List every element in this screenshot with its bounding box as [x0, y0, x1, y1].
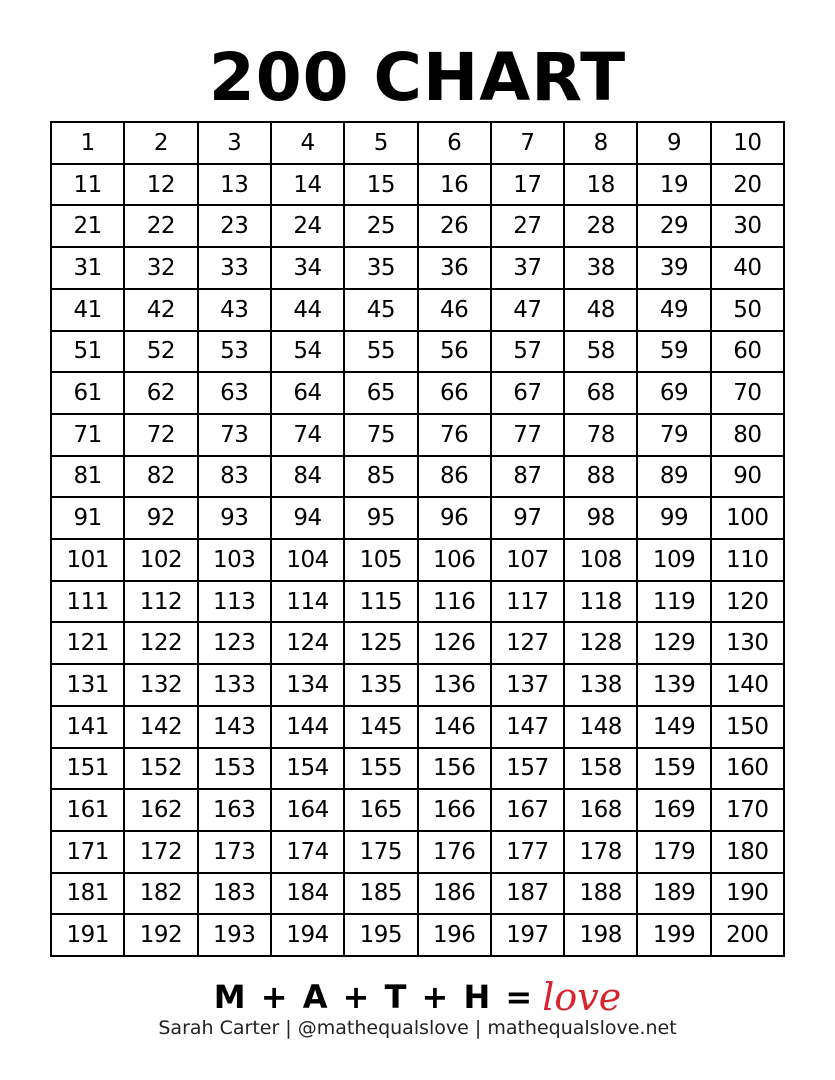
grid-cell-11: 11 — [52, 165, 125, 207]
grid-cell-67: 67 — [492, 373, 565, 415]
grid-cell-164: 164 — [272, 790, 345, 832]
grid-cell-97: 97 — [492, 498, 565, 540]
grid-cell-172: 172 — [125, 832, 198, 874]
grid-cell-40: 40 — [712, 248, 785, 290]
grid-cell-32: 32 — [125, 248, 198, 290]
grid-cell-115: 115 — [345, 582, 418, 624]
grid-cell-168: 168 — [565, 790, 638, 832]
grid-cell-162: 162 — [125, 790, 198, 832]
grid-cell-171: 171 — [52, 832, 125, 874]
grid-cell-192: 192 — [125, 915, 198, 957]
grid-cell-85: 85 — [345, 457, 418, 499]
grid-cell-42: 42 — [125, 290, 198, 332]
grid-cell-153: 153 — [199, 749, 272, 791]
grid-cell-44: 44 — [272, 290, 345, 332]
grid-cell-30: 30 — [712, 206, 785, 248]
grid-cell-38: 38 — [565, 248, 638, 290]
grid-cell-120: 120 — [712, 582, 785, 624]
grid-cell-114: 114 — [272, 582, 345, 624]
grid-cell-138: 138 — [565, 665, 638, 707]
grid-cell-122: 122 — [125, 623, 198, 665]
page-title: 200 CHART — [208, 39, 627, 116]
grid-cell-131: 131 — [52, 665, 125, 707]
grid-cell-176: 176 — [419, 832, 492, 874]
grid-cell-90: 90 — [712, 457, 785, 499]
grid-cell-52: 52 — [125, 332, 198, 374]
grid-cell-81: 81 — [52, 457, 125, 499]
grid-cell-15: 15 — [345, 165, 418, 207]
grid-cell-57: 57 — [492, 332, 565, 374]
grid-cell-123: 123 — [199, 623, 272, 665]
grid-cell-130: 130 — [712, 623, 785, 665]
grid-cell-126: 126 — [419, 623, 492, 665]
grid-cell-139: 139 — [638, 665, 711, 707]
grid-cell-47: 47 — [492, 290, 565, 332]
grid-cell-174: 174 — [272, 832, 345, 874]
grid-cell-137: 137 — [492, 665, 565, 707]
grid-cell-29: 29 — [638, 206, 711, 248]
grid-cell-186: 186 — [419, 874, 492, 916]
grid-cell-170: 170 — [712, 790, 785, 832]
grid-cell-128: 128 — [565, 623, 638, 665]
grid-cell-182: 182 — [125, 874, 198, 916]
grid-cell-88: 88 — [565, 457, 638, 499]
grid-cell-83: 83 — [199, 457, 272, 499]
grid-cell-185: 185 — [345, 874, 418, 916]
grid-cell-178: 178 — [565, 832, 638, 874]
grid-cell-112: 112 — [125, 582, 198, 624]
grid-cell-194: 194 — [272, 915, 345, 957]
grid-cell-24: 24 — [272, 206, 345, 248]
grid-cell-127: 127 — [492, 623, 565, 665]
grid-cell-132: 132 — [125, 665, 198, 707]
grid-cell-65: 65 — [345, 373, 418, 415]
grid-cell-6: 6 — [419, 123, 492, 165]
grid-cell-35: 35 — [345, 248, 418, 290]
grid-cell-147: 147 — [492, 707, 565, 749]
grid-cell-117: 117 — [492, 582, 565, 624]
grid-cell-33: 33 — [199, 248, 272, 290]
grid-cell-51: 51 — [52, 332, 125, 374]
grid-cell-7: 7 — [492, 123, 565, 165]
grid-cell-148: 148 — [565, 707, 638, 749]
grid-cell-16: 16 — [419, 165, 492, 207]
grid-cell-98: 98 — [565, 498, 638, 540]
grid-cell-196: 196 — [419, 915, 492, 957]
grid-cell-82: 82 — [125, 457, 198, 499]
grid-cell-99: 99 — [638, 498, 711, 540]
grid-cell-169: 169 — [638, 790, 711, 832]
grid-cell-149: 149 — [638, 707, 711, 749]
grid-cell-73: 73 — [199, 415, 272, 457]
grid-cell-76: 76 — [419, 415, 492, 457]
grid-cell-63: 63 — [199, 373, 272, 415]
grid-cell-135: 135 — [345, 665, 418, 707]
grid-cell-61: 61 — [52, 373, 125, 415]
grid-cell-64: 64 — [272, 373, 345, 415]
grid-cell-177: 177 — [492, 832, 565, 874]
grid-cell-79: 79 — [638, 415, 711, 457]
grid-cell-195: 195 — [345, 915, 418, 957]
grid-cell-193: 193 — [199, 915, 272, 957]
grid-cell-163: 163 — [199, 790, 272, 832]
grid-cell-31: 31 — [52, 248, 125, 290]
grid-cell-145: 145 — [345, 707, 418, 749]
grid-cell-118: 118 — [565, 582, 638, 624]
grid-cell-1: 1 — [52, 123, 125, 165]
grid-cell-111: 111 — [52, 582, 125, 624]
grid-cell-181: 181 — [52, 874, 125, 916]
grid-cell-144: 144 — [272, 707, 345, 749]
grid-cell-180: 180 — [712, 832, 785, 874]
grid-cell-13: 13 — [199, 165, 272, 207]
grid-cell-173: 173 — [199, 832, 272, 874]
grid-cell-154: 154 — [272, 749, 345, 791]
grid-cell-199: 199 — [638, 915, 711, 957]
grid-cell-152: 152 — [125, 749, 198, 791]
credits-line: Sarah Carter | @mathequalslove | mathequalslove.net — [158, 1017, 677, 1039]
grid-cell-103: 103 — [199, 540, 272, 582]
grid-cell-198: 198 — [565, 915, 638, 957]
grid-cell-93: 93 — [199, 498, 272, 540]
grid-cell-84: 84 — [272, 457, 345, 499]
grid-cell-184: 184 — [272, 874, 345, 916]
grid-cell-22: 22 — [125, 206, 198, 248]
grid-cell-167: 167 — [492, 790, 565, 832]
grid-cell-58: 58 — [565, 332, 638, 374]
grid-cell-100: 100 — [712, 498, 785, 540]
grid-cell-119: 119 — [638, 582, 711, 624]
grid-cell-104: 104 — [272, 540, 345, 582]
grid-cell-143: 143 — [199, 707, 272, 749]
grid-cell-200: 200 — [712, 915, 785, 957]
grid-cell-96: 96 — [419, 498, 492, 540]
grid-cell-108: 108 — [565, 540, 638, 582]
grid-cell-26: 26 — [419, 206, 492, 248]
grid-cell-62: 62 — [125, 373, 198, 415]
grid-cell-155: 155 — [345, 749, 418, 791]
grid-cell-91: 91 — [52, 498, 125, 540]
grid-cell-89: 89 — [638, 457, 711, 499]
grid-cell-70: 70 — [712, 373, 785, 415]
grid-cell-68: 68 — [565, 373, 638, 415]
grid-cell-59: 59 — [638, 332, 711, 374]
grid-cell-10: 10 — [712, 123, 785, 165]
grid-cell-46: 46 — [419, 290, 492, 332]
grid-cell-134: 134 — [272, 665, 345, 707]
grid-cell-49: 49 — [638, 290, 711, 332]
grid-cell-106: 106 — [419, 540, 492, 582]
grid-cell-23: 23 — [199, 206, 272, 248]
grid-cell-3: 3 — [199, 123, 272, 165]
grid-cell-188: 188 — [565, 874, 638, 916]
grid-cell-36: 36 — [419, 248, 492, 290]
number-grid — [50, 121, 785, 957]
grid-cell-25: 25 — [345, 206, 418, 248]
grid-cell-69: 69 — [638, 373, 711, 415]
grid-cell-74: 74 — [272, 415, 345, 457]
grid-cell-77: 77 — [492, 415, 565, 457]
grid-cell-2: 2 — [125, 123, 198, 165]
grid-cell-150: 150 — [712, 707, 785, 749]
grid-cell-28: 28 — [565, 206, 638, 248]
grid-cell-191: 191 — [52, 915, 125, 957]
grid-cell-48: 48 — [565, 290, 638, 332]
grid-cell-60: 60 — [712, 332, 785, 374]
grid-cell-56: 56 — [419, 332, 492, 374]
grid-cell-66: 66 — [419, 373, 492, 415]
grid-cell-86: 86 — [419, 457, 492, 499]
logo-love-script: love — [542, 975, 622, 1019]
grid-cell-17: 17 — [492, 165, 565, 207]
grid-cell-4: 4 — [272, 123, 345, 165]
grid-cell-121: 121 — [52, 623, 125, 665]
grid-cell-136: 136 — [419, 665, 492, 707]
grid-cell-53: 53 — [199, 332, 272, 374]
math-equals-love-logo — [0, 975, 835, 1019]
grid-cell-113: 113 — [199, 582, 272, 624]
grid-cell-197: 197 — [492, 915, 565, 957]
grid-cell-5: 5 — [345, 123, 418, 165]
grid-cell-159: 159 — [638, 749, 711, 791]
grid-cell-94: 94 — [272, 498, 345, 540]
grid-cell-165: 165 — [345, 790, 418, 832]
grid-cell-179: 179 — [638, 832, 711, 874]
grid-cell-78: 78 — [565, 415, 638, 457]
grid-cell-20: 20 — [712, 165, 785, 207]
grid-cell-27: 27 — [492, 206, 565, 248]
grid-cell-142: 142 — [125, 707, 198, 749]
grid-cell-116: 116 — [419, 582, 492, 624]
grid-cell-95: 95 — [345, 498, 418, 540]
grid-cell-54: 54 — [272, 332, 345, 374]
grid-cell-146: 146 — [419, 707, 492, 749]
grid-cell-39: 39 — [638, 248, 711, 290]
grid-cell-187: 187 — [492, 874, 565, 916]
grid-cell-160: 160 — [712, 749, 785, 791]
grid-cell-151: 151 — [52, 749, 125, 791]
grid-cell-37: 37 — [492, 248, 565, 290]
grid-cell-43: 43 — [199, 290, 272, 332]
grid-cell-18: 18 — [565, 165, 638, 207]
grid-cell-183: 183 — [199, 874, 272, 916]
grid-cell-8: 8 — [565, 123, 638, 165]
grid-cell-161: 161 — [52, 790, 125, 832]
grid-cell-45: 45 — [345, 290, 418, 332]
grid-cell-175: 175 — [345, 832, 418, 874]
grid-cell-190: 190 — [712, 874, 785, 916]
grid-cell-124: 124 — [272, 623, 345, 665]
grid-cell-80: 80 — [712, 415, 785, 457]
grid-cell-157: 157 — [492, 749, 565, 791]
grid-cell-158: 158 — [565, 749, 638, 791]
grid-cell-102: 102 — [125, 540, 198, 582]
logo-text: M + A + T + H = — [213, 978, 535, 1016]
grid-cell-166: 166 — [419, 790, 492, 832]
grid-cell-105: 105 — [345, 540, 418, 582]
grid-cell-133: 133 — [199, 665, 272, 707]
grid-cell-101: 101 — [52, 540, 125, 582]
grid-cell-41: 41 — [52, 290, 125, 332]
grid-cell-19: 19 — [638, 165, 711, 207]
grid-cell-9: 9 — [638, 123, 711, 165]
grid-cell-110: 110 — [712, 540, 785, 582]
grid-cell-125: 125 — [345, 623, 418, 665]
grid-cell-107: 107 — [492, 540, 565, 582]
grid-cell-140: 140 — [712, 665, 785, 707]
grid-cell-55: 55 — [345, 332, 418, 374]
grid-cell-75: 75 — [345, 415, 418, 457]
grid-cell-21: 21 — [52, 206, 125, 248]
grid-cell-189: 189 — [638, 874, 711, 916]
grid-cell-72: 72 — [125, 415, 198, 457]
grid-cell-50: 50 — [712, 290, 785, 332]
grid-cell-34: 34 — [272, 248, 345, 290]
grid-cell-14: 14 — [272, 165, 345, 207]
grid-cell-71: 71 — [52, 415, 125, 457]
grid-cell-129: 129 — [638, 623, 711, 665]
grid-cell-156: 156 — [419, 749, 492, 791]
grid-cell-141: 141 — [52, 707, 125, 749]
grid-cell-87: 87 — [492, 457, 565, 499]
grid-cell-12: 12 — [125, 165, 198, 207]
grid-cell-92: 92 — [125, 498, 198, 540]
grid-cell-109: 109 — [638, 540, 711, 582]
